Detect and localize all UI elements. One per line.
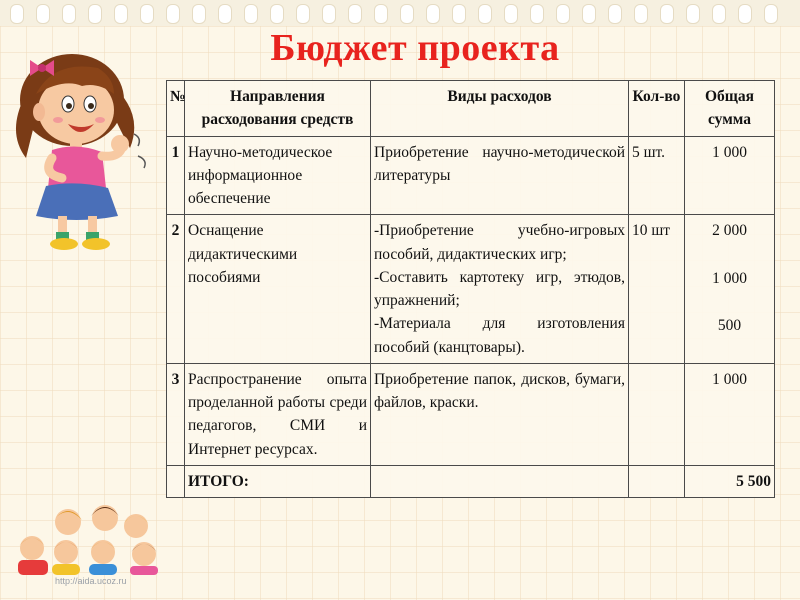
table-row	[167, 136, 775, 215]
expense-item: -Приобретение учебно-игровых пособий, дидактических игр;	[374, 222, 625, 263]
row-expenses	[371, 363, 629, 465]
amount-value: 1 000	[712, 370, 747, 388]
table-row	[167, 215, 775, 364]
row-number: 3	[167, 363, 185, 465]
total-empty-cell	[167, 465, 185, 497]
row-direction: Распространение опыта проделанной работы среди педагогов, СМИ и Интернет ресурсах.	[185, 363, 371, 465]
table-row	[167, 363, 775, 465]
row-number: 2	[167, 215, 185, 364]
header-number: №	[167, 81, 185, 137]
budget-table	[166, 80, 775, 498]
amount-value: 2 000	[712, 222, 747, 240]
row-quantity: 5 шт.	[629, 136, 685, 215]
header-quantity: Кол-во	[629, 81, 685, 137]
expense-item: Приобретение научно-методической литературы	[374, 143, 625, 184]
amount-value: 1 000	[712, 143, 747, 161]
expense-item: Приобретение папок, дисков, бумаги, файлов, краски.	[374, 370, 625, 411]
row-expenses	[371, 215, 629, 364]
table-header-row	[167, 81, 775, 137]
total-label: ИТОГО:	[185, 465, 371, 497]
row-number: 1	[167, 136, 185, 215]
expense-item: -Составить картотеку игр, этюдов, упражнений;	[374, 268, 625, 309]
total-empty-cell	[629, 465, 685, 497]
row-quantity: 10 шт	[629, 215, 685, 364]
row-amounts	[685, 215, 775, 364]
row-quantity	[629, 363, 685, 465]
children-group-illustration	[8, 500, 166, 575]
page-title: Бюджет проекта	[270, 27, 560, 69]
decorative-top-strip	[0, 0, 800, 26]
table-total-row	[167, 465, 775, 497]
header-expenses: Виды расходов	[371, 81, 629, 137]
watermark-url: http://aida.ucoz.ru	[55, 576, 127, 586]
row-amounts	[685, 136, 775, 215]
amount-value: 1 000	[712, 269, 747, 287]
header-total: Общая сумма	[685, 81, 775, 137]
row-direction: Оснащение дидактическими пособиями	[185, 215, 371, 364]
amount-value: 500	[717, 316, 742, 334]
row-expenses	[371, 136, 629, 215]
total-value: 5 500	[685, 465, 775, 497]
row-amounts	[685, 363, 775, 465]
row-direction: Научно-методическое информационное обеспечение	[185, 136, 371, 215]
header-direction: Направления расходования средств	[185, 81, 371, 137]
cartoon-girl-illustration	[2, 38, 157, 253]
expense-item: -Материала для изготовления пособий (канцтовары).	[374, 315, 625, 356]
total-empty-cell	[371, 465, 629, 497]
